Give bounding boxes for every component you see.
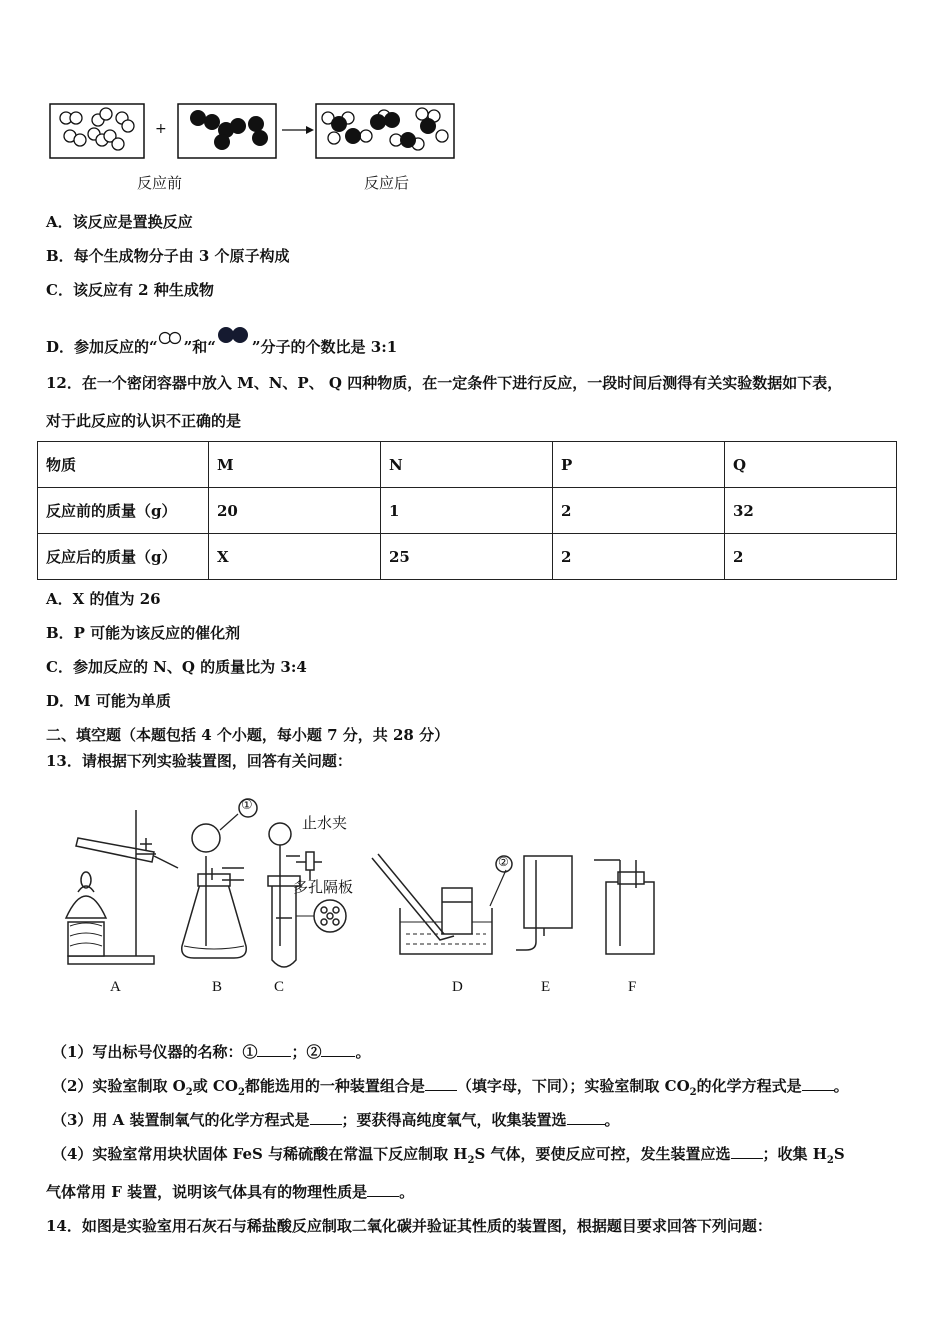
q11-option-d-mid: ”和“ <box>183 338 216 356</box>
figure-label-e: E <box>541 979 551 995</box>
q13-part-4-text-d: S <box>833 1145 845 1163</box>
figure-label-a: A <box>110 979 121 995</box>
table-row <box>38 488 897 534</box>
q12-option-d: D．M 可能为单质 <box>46 692 171 710</box>
q11-option-d-suffix: ”分子的个数比是 3:1 <box>251 338 398 356</box>
section-heading: 二、填空题（本题包括 4 个小题，每小题 7 分，共 28 分） <box>46 726 450 744</box>
label-before: 反应前 <box>137 174 183 192</box>
q13-part-4-line2-text: 气体常用 F 装置，说明该气体具有的物理性质是 <box>46 1183 368 1201</box>
q13-part-4-text-b: S 气体，要使反应可控，发生装置应选 <box>474 1145 731 1163</box>
q13-part-2-text-a: （2）实验室制取 O <box>52 1077 186 1095</box>
table-cell: 1 <box>381 488 553 534</box>
black-molecule-icon <box>216 326 252 344</box>
subscript: 2 <box>185 1087 193 1098</box>
q13-part-2-text-d: （填字母，下同）；实验室制取 CO <box>456 1077 690 1095</box>
q12-stem-line2: 对于此反应的认识不正确的是 <box>46 412 242 430</box>
answer-blank[interactable] <box>802 1090 834 1091</box>
q13-part-2 <box>52 1075 849 1098</box>
answer-blank[interactable] <box>310 1124 342 1125</box>
answer-blank[interactable] <box>367 1196 399 1197</box>
answer-blank[interactable] <box>425 1090 457 1091</box>
q12-stem-line1: 12．在一个密闭容器中放入 M、N、P、 Q 四种物质，在一定条件下进行反应，一段时间后测得有关实验数据如下表， <box>46 374 843 392</box>
q13-part-2-text-e: 的化学方程式是 <box>696 1077 802 1095</box>
figure-mark-2: ② <box>498 855 509 869</box>
table-header-cell: N <box>381 442 553 488</box>
figure-mark-1: ① <box>241 798 253 813</box>
q13-stem: 13．请根据下列实验装置图，回答有关问题： <box>46 752 352 770</box>
q13-part-4-line2-end: 。 <box>399 1183 415 1201</box>
subscript: 2 <box>467 1155 475 1166</box>
q13-part-3-text-b: ；要获得高纯度氧气，收集装置选 <box>341 1111 567 1129</box>
table-header-cell: M <box>209 442 381 488</box>
table-header-cell: P <box>553 442 725 488</box>
q13-part-2-text-b: 或 CO <box>192 1077 238 1095</box>
apparatus-a-base <box>68 956 154 964</box>
subscript: 2 <box>689 1087 697 1098</box>
figure-label-clamp: 止水夹 <box>302 814 348 832</box>
table-cell: 20 <box>209 488 381 534</box>
table-cell: 32 <box>725 488 897 534</box>
table-header-row <box>38 442 897 488</box>
q12-option-a: A．X 的值为 26 <box>46 590 161 608</box>
table-cell: 25 <box>381 534 553 580</box>
table-header-cell: 物质 <box>38 442 209 488</box>
q13-part-3 <box>52 1109 620 1130</box>
q11-option-d-prefix: D．参加反应的“ <box>46 338 158 356</box>
q13-part-3-end: 。 <box>604 1111 620 1129</box>
table-cell: 2 <box>725 534 897 580</box>
q13-part-1-end: 。 <box>355 1043 371 1061</box>
apparatus-diagram <box>60 796 660 986</box>
table-cell: 2 <box>553 534 725 580</box>
q13-part-1-text-b: ；② <box>291 1043 322 1061</box>
reaction-diagram <box>48 100 508 170</box>
figure-label-plate: 多孔隔板 <box>293 878 354 896</box>
label-after: 反应后 <box>364 174 410 192</box>
q13-part-4 <box>52 1143 845 1166</box>
answer-blank[interactable] <box>731 1158 763 1159</box>
plus-sign: + <box>155 121 167 137</box>
q12-data-table <box>37 441 897 580</box>
subscript: 2 <box>237 1087 245 1098</box>
q12-option-b: B．P 可能为该反应的催化剂 <box>46 624 241 642</box>
q13-part-4-text-c: ；收集 H <box>762 1145 827 1163</box>
table-cell: X <box>209 534 381 580</box>
q13-part-2-text-c: 都能选用的一种装置组合是 <box>244 1077 425 1095</box>
answer-blank[interactable] <box>567 1124 605 1125</box>
answer-blank[interactable] <box>321 1056 355 1057</box>
q13-part-3-text-a: （3）用 A 装置制氧气的化学方程式是 <box>52 1111 310 1129</box>
table-cell: 反应后的质量（g） <box>38 534 209 580</box>
answer-blank[interactable] <box>257 1056 291 1057</box>
table-row <box>38 534 897 580</box>
q13-part-1 <box>52 1041 370 1062</box>
figure-label-b: B <box>212 979 223 995</box>
table-cell: 2 <box>553 488 725 534</box>
figure-label-f: F <box>628 979 637 995</box>
figure-label-c: C <box>274 979 285 995</box>
q13-part-2-end: 。 <box>833 1077 849 1095</box>
q11-option-b: B．每个生成物分子由 3 个原子构成 <box>46 247 290 265</box>
q11-option-d <box>46 326 397 357</box>
subscript: 2 <box>826 1155 834 1166</box>
q13-part-4-text-a: （4）实验室常用块状固体 FeS 与稀硫酸在常温下反应制取 H <box>52 1145 468 1163</box>
q11-option-a: A．该反应是置换反应 <box>46 213 193 231</box>
q12-option-c: C．参加反应的 N、Q 的质量比为 3:4 <box>46 658 307 676</box>
q13-part-4-line2 <box>46 1181 414 1202</box>
q13-part-1-text-a: （1）写出标号仪器的名称：① <box>52 1043 258 1061</box>
table-header-cell: Q <box>725 442 897 488</box>
white-molecule-icon <box>158 330 184 346</box>
q14-stem: 14．如图是实验室用石灰石与稀盐酸反应制取二氧化碳并验证其性质的装置图，根据题目要求回答下列问题： <box>46 1217 772 1235</box>
table-cell: 反应前的质量（g） <box>38 488 209 534</box>
figure-label-d: D <box>452 979 463 995</box>
q11-option-c: C．该反应有 2 种生成物 <box>46 281 214 299</box>
